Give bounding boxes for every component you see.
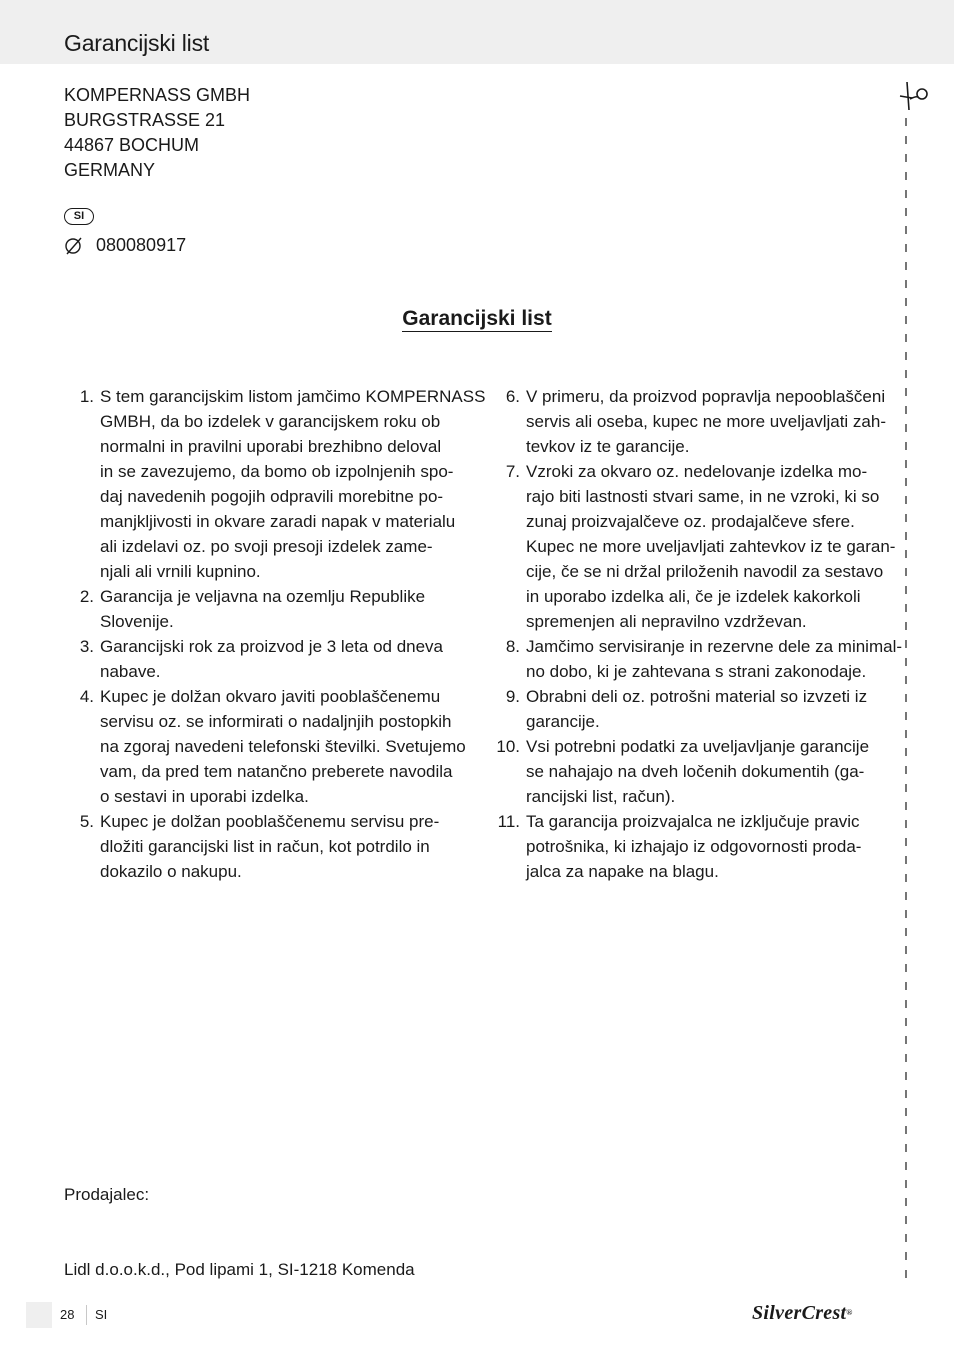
list-item-line: jalca za napake na blagu. xyxy=(526,862,719,881)
document-heading-text: Garancijski list xyxy=(402,307,552,330)
phone-icon xyxy=(64,233,86,258)
list-item-number: 10. xyxy=(496,737,520,756)
registered-mark: ® xyxy=(846,1308,853,1317)
list-item xyxy=(490,634,903,684)
list-item-line: dložiti garancijski list in račun, kot potrdilo in xyxy=(100,837,430,856)
list-item-text xyxy=(100,809,466,884)
list-item-text xyxy=(100,684,466,809)
list-item-line: V primeru, da proizvod popravlja nepooblaščeni xyxy=(526,387,886,406)
list-item-text xyxy=(100,584,466,634)
dashed-cut-line xyxy=(905,118,907,1278)
phone-number: 080080917 xyxy=(96,235,187,255)
list-item-line: Garancijski rok za proizvod je 3 leta od dneva xyxy=(100,637,444,656)
list-item-line: Jamčimo servisiranje in rezervne dele za minimal- xyxy=(526,637,903,656)
manufacturer-address xyxy=(64,83,250,183)
list-item-text xyxy=(100,384,485,584)
list-item-number: 11. xyxy=(497,812,520,831)
list-item-number: 6. xyxy=(505,387,520,406)
list-item-line: S tem garancijskim listom jamčimo KOMPERNASS xyxy=(100,387,486,406)
list-item xyxy=(64,809,466,884)
list-item xyxy=(64,584,466,634)
list-item-number: 7. xyxy=(505,462,520,481)
list-item-line: Slovenije. xyxy=(100,612,174,631)
list-item xyxy=(490,384,892,459)
list-item-text xyxy=(526,459,895,634)
list-item-text xyxy=(100,634,466,684)
list-item-text xyxy=(526,684,892,734)
seller-label: Prodajalec: xyxy=(64,1185,150,1204)
list-item-line: servisu oz. se informirati o nadaljnjih postopkih xyxy=(100,712,452,731)
conditions-right-column xyxy=(490,384,903,884)
page-number-box xyxy=(26,1302,52,1328)
list-item-line: rancijski list, račun). xyxy=(526,787,676,806)
list-item-line: na zgoraj navedeni telefonski številki. Svetujemo xyxy=(100,737,466,756)
address-line: GERMANY xyxy=(64,160,156,180)
list-item-line: cije, če se ni držal priloženih navodil za sestavo xyxy=(526,562,884,581)
list-item-line: GMBH, da bo izdelek v garancijskem roku ob xyxy=(100,412,441,431)
list-item-line: Kupec je dolžan pooblaščenemu servisu pre- xyxy=(100,812,440,831)
list-item-line: se nahajajo na dveh ločenih dokumentih (ga- xyxy=(526,762,865,781)
brand-logo-text: SilverCrest xyxy=(752,1302,847,1324)
list-item-line: Kupec je dolžan okvaro javiti pooblaščenemu xyxy=(100,687,441,706)
list-item xyxy=(64,684,466,809)
list-item-line: njali ali vrnili kupnino. xyxy=(100,562,261,581)
country-badge: SI xyxy=(64,208,94,225)
list-item-number: 2. xyxy=(79,587,94,606)
list-item-line: dokazilo o nakupu. xyxy=(100,862,242,881)
list-item-line: normalni in pravilni uporabi brezhibno deloval xyxy=(100,437,442,456)
list-item-text xyxy=(526,734,892,809)
list-item-line: in se zavezujemo, da bomo ob izpolnjenih spo- xyxy=(100,462,454,481)
list-item-line: spremenjen ali nepravilno vzdrževan. xyxy=(526,612,807,631)
list-item-number: 8. xyxy=(505,637,520,656)
list-item-line: Obrabni deli oz. potrošni material so izvzeti iz xyxy=(526,687,868,706)
list-item-number: 9. xyxy=(505,687,520,706)
list-item-number: 3. xyxy=(79,637,94,656)
list-item-line: vam, da pred tem natančno preberete navodila xyxy=(100,762,453,781)
list-item-text xyxy=(526,809,892,884)
list-item-line: daj navedenih pogojih odpravili morebitne po- xyxy=(100,487,444,506)
page-title: Garancijski list xyxy=(64,30,210,56)
scissors-icon xyxy=(896,74,932,118)
footer-divider xyxy=(86,1305,87,1325)
list-item-line: tevkov iz te garancije. xyxy=(526,437,690,456)
list-item xyxy=(490,459,896,634)
list-item-line: potrošnika, ki izhajajo iz odgovornosti proda- xyxy=(526,837,862,856)
list-item xyxy=(490,809,892,884)
list-item xyxy=(64,634,466,684)
address-line: KOMPERNASS GMBH xyxy=(64,85,251,105)
list-item-line: zunaj proizvajalčeve oz. prodajalčeve sfere. xyxy=(526,512,855,531)
list-item-line: rajo biti lastnosti stvari same, in ne vzroki, ki so xyxy=(526,487,880,506)
list-item xyxy=(490,684,892,734)
list-item-line: ali izdelavi oz. po svoji presoji izdelek zame- xyxy=(100,537,433,556)
brand-logo xyxy=(752,1300,853,1326)
list-item-line: Vzroki za okvaro oz. nedelovanje izdelka mo- xyxy=(526,462,868,481)
page-number: 28 xyxy=(60,1307,75,1322)
list-item-line: Kupec ne more uveljavljati zahtevkov iz te garan- xyxy=(526,537,896,556)
page-language: SI xyxy=(95,1307,108,1322)
list-item-line: manjkljivosti in okvare zaradi napak v materialu xyxy=(100,512,456,531)
list-item xyxy=(64,384,486,584)
list-item-line: nabave. xyxy=(100,662,161,681)
address-line: 44867 BOCHUM xyxy=(64,135,200,155)
conditions-left-column xyxy=(64,384,486,884)
list-item-text xyxy=(526,634,902,684)
list-item-line: in uporabo izdelka ali, če je izdelek kakorkoli xyxy=(526,587,861,606)
document-heading xyxy=(0,304,954,334)
list-item-number: 4. xyxy=(79,687,94,706)
list-item-line: no dobo, ki je zahtevana s strani zakonodaje. xyxy=(526,662,867,681)
list-item-number: 5. xyxy=(79,812,94,831)
address-line: BURGSTRASSE 21 xyxy=(64,110,226,130)
list-item-line: Ta garancija proizvajalca ne izključuje pravic xyxy=(526,812,860,831)
list-item-line: garancije. xyxy=(526,712,600,731)
list-item-line: servis ali oseba, kupec ne more uveljavljati zah- xyxy=(526,412,887,431)
list-item-text xyxy=(526,384,892,459)
list-item-line: o sestavi in uporabi izdelka. xyxy=(100,787,309,806)
list-item-line: Garancija je veljavna na ozemlju Republike xyxy=(100,587,426,606)
list-item-number: 1. xyxy=(79,387,94,406)
seller-address: Lidl d.o.o.k.d., Pod lipami 1, SI-1218 Komenda xyxy=(64,1260,415,1279)
list-item xyxy=(490,734,892,809)
list-item-line: Vsi potrebni podatki za uveljavljanje garancije xyxy=(526,737,870,756)
